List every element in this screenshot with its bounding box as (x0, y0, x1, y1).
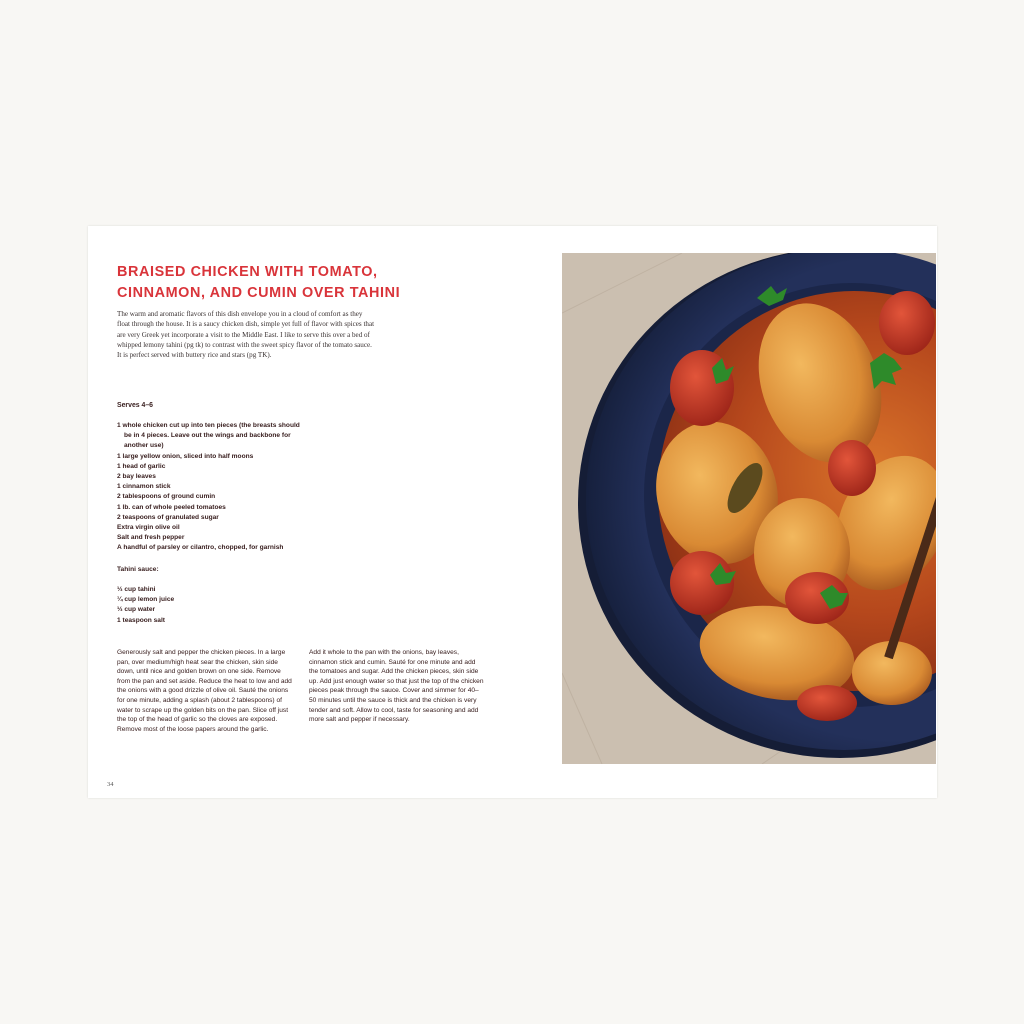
ingredient-list (117, 421, 317, 554)
tahini-ingredient-list (117, 585, 174, 626)
ingredient-item: Salt and fresh pepper (117, 534, 185, 542)
ingredient-item: 1 cinnamon stick (117, 483, 171, 491)
cookbook-spread (88, 226, 937, 798)
tahini-ingredient-item: 1 teaspoon salt (117, 616, 166, 624)
recipe-title (117, 262, 417, 304)
recipe-intro: The warm and aromatic flavors of this dish envelope you in a cloud of comfort as they float through the house. It is a saucy chicken dish, simple yet full of flavor with spices that are very Greek yet incorporate a visit to the Middle East. I like to serve this over a bed of whipped lemony tahini (pg tk) to contrast with the sweet spicy flavor of the tomato sauce. It is perfect served with buttery rice and stars (pg TK). (117, 310, 375, 360)
ingredient-item: 1 whole chicken cut up into ten pieces (the breasts should be in 4 pieces. Leave out the wings and backbone for another use) (117, 422, 300, 450)
tomato-piece (879, 291, 935, 355)
ingredient-item: Extra virgin olive oil (117, 524, 180, 532)
tahini-ingredient-item: ⅓ cup tahini (117, 586, 156, 593)
recipe-title-line-1: BRAISED CHICKEN WITH TOMATO, (117, 264, 378, 280)
ingredient-item: 2 bay leaves (117, 473, 156, 481)
serves-label: Serves 4–6 (117, 402, 154, 409)
tahini-ingredient-item: ⅓ cup water (117, 606, 156, 614)
page-number: 34 (107, 781, 114, 788)
ingredient-item: 2 tablespoons of ground cumin (117, 493, 216, 501)
ingredient-item: 1 lb. can of whole peeled tomatoes (117, 503, 226, 511)
braised-chicken-photo (562, 253, 936, 764)
ingredient-item: 1 head of garlic (117, 462, 166, 470)
recipe-title-line-2: CINNAMON, AND CUMIN OVER TAHINI (117, 285, 401, 301)
method-column-2: Add it whole to the pan with the onions, bay leaves, cinnamon stick and cumin. Sauté for one minute and add the tomatoes and sugar. Add the chicken pieces, skin side up. Add just enough water so that just the top of the chicken pieces peak through the sauce. Cover and simmer for 40–50 minutes until the sauce is thick and the chicken is very tender and soft. Allow to cool, taste for seasoning and add more salt and pepper if necessary. (309, 649, 484, 724)
method-column-1: Generously salt and pepper the chicken pieces. In a large pan, over medium/high heat sear the chicken, skin side down, until nice and golden brown on one side. Remove from the pan and set aside. Reduce the heat to low and add the onions with a good drizzle of olive oil. Sauté the onions for one minute, adding a splash (about 2 tablespoons) of water to scrape up the golden bits on the pan. Slice off just the top of the head of garlic so the cloves are exposed. Remove most of the loose papers around the garlic. (117, 649, 292, 733)
ingredient-item: A handful of parsley or cilantro, chopped, for garnish (117, 544, 284, 552)
tahini-sauce-heading: Tahini sauce: (117, 566, 159, 573)
ingredient-item: 1 large yellow onion, sliced into half moons (117, 452, 254, 460)
tomato-piece (828, 440, 876, 496)
tomato-piece (797, 685, 857, 721)
ingredient-item: 2 teaspoons of granulated sugar (117, 513, 219, 521)
tomato-piece (670, 350, 734, 426)
tahini-ingredient-item: ¼ cup lemon juice (117, 596, 175, 604)
